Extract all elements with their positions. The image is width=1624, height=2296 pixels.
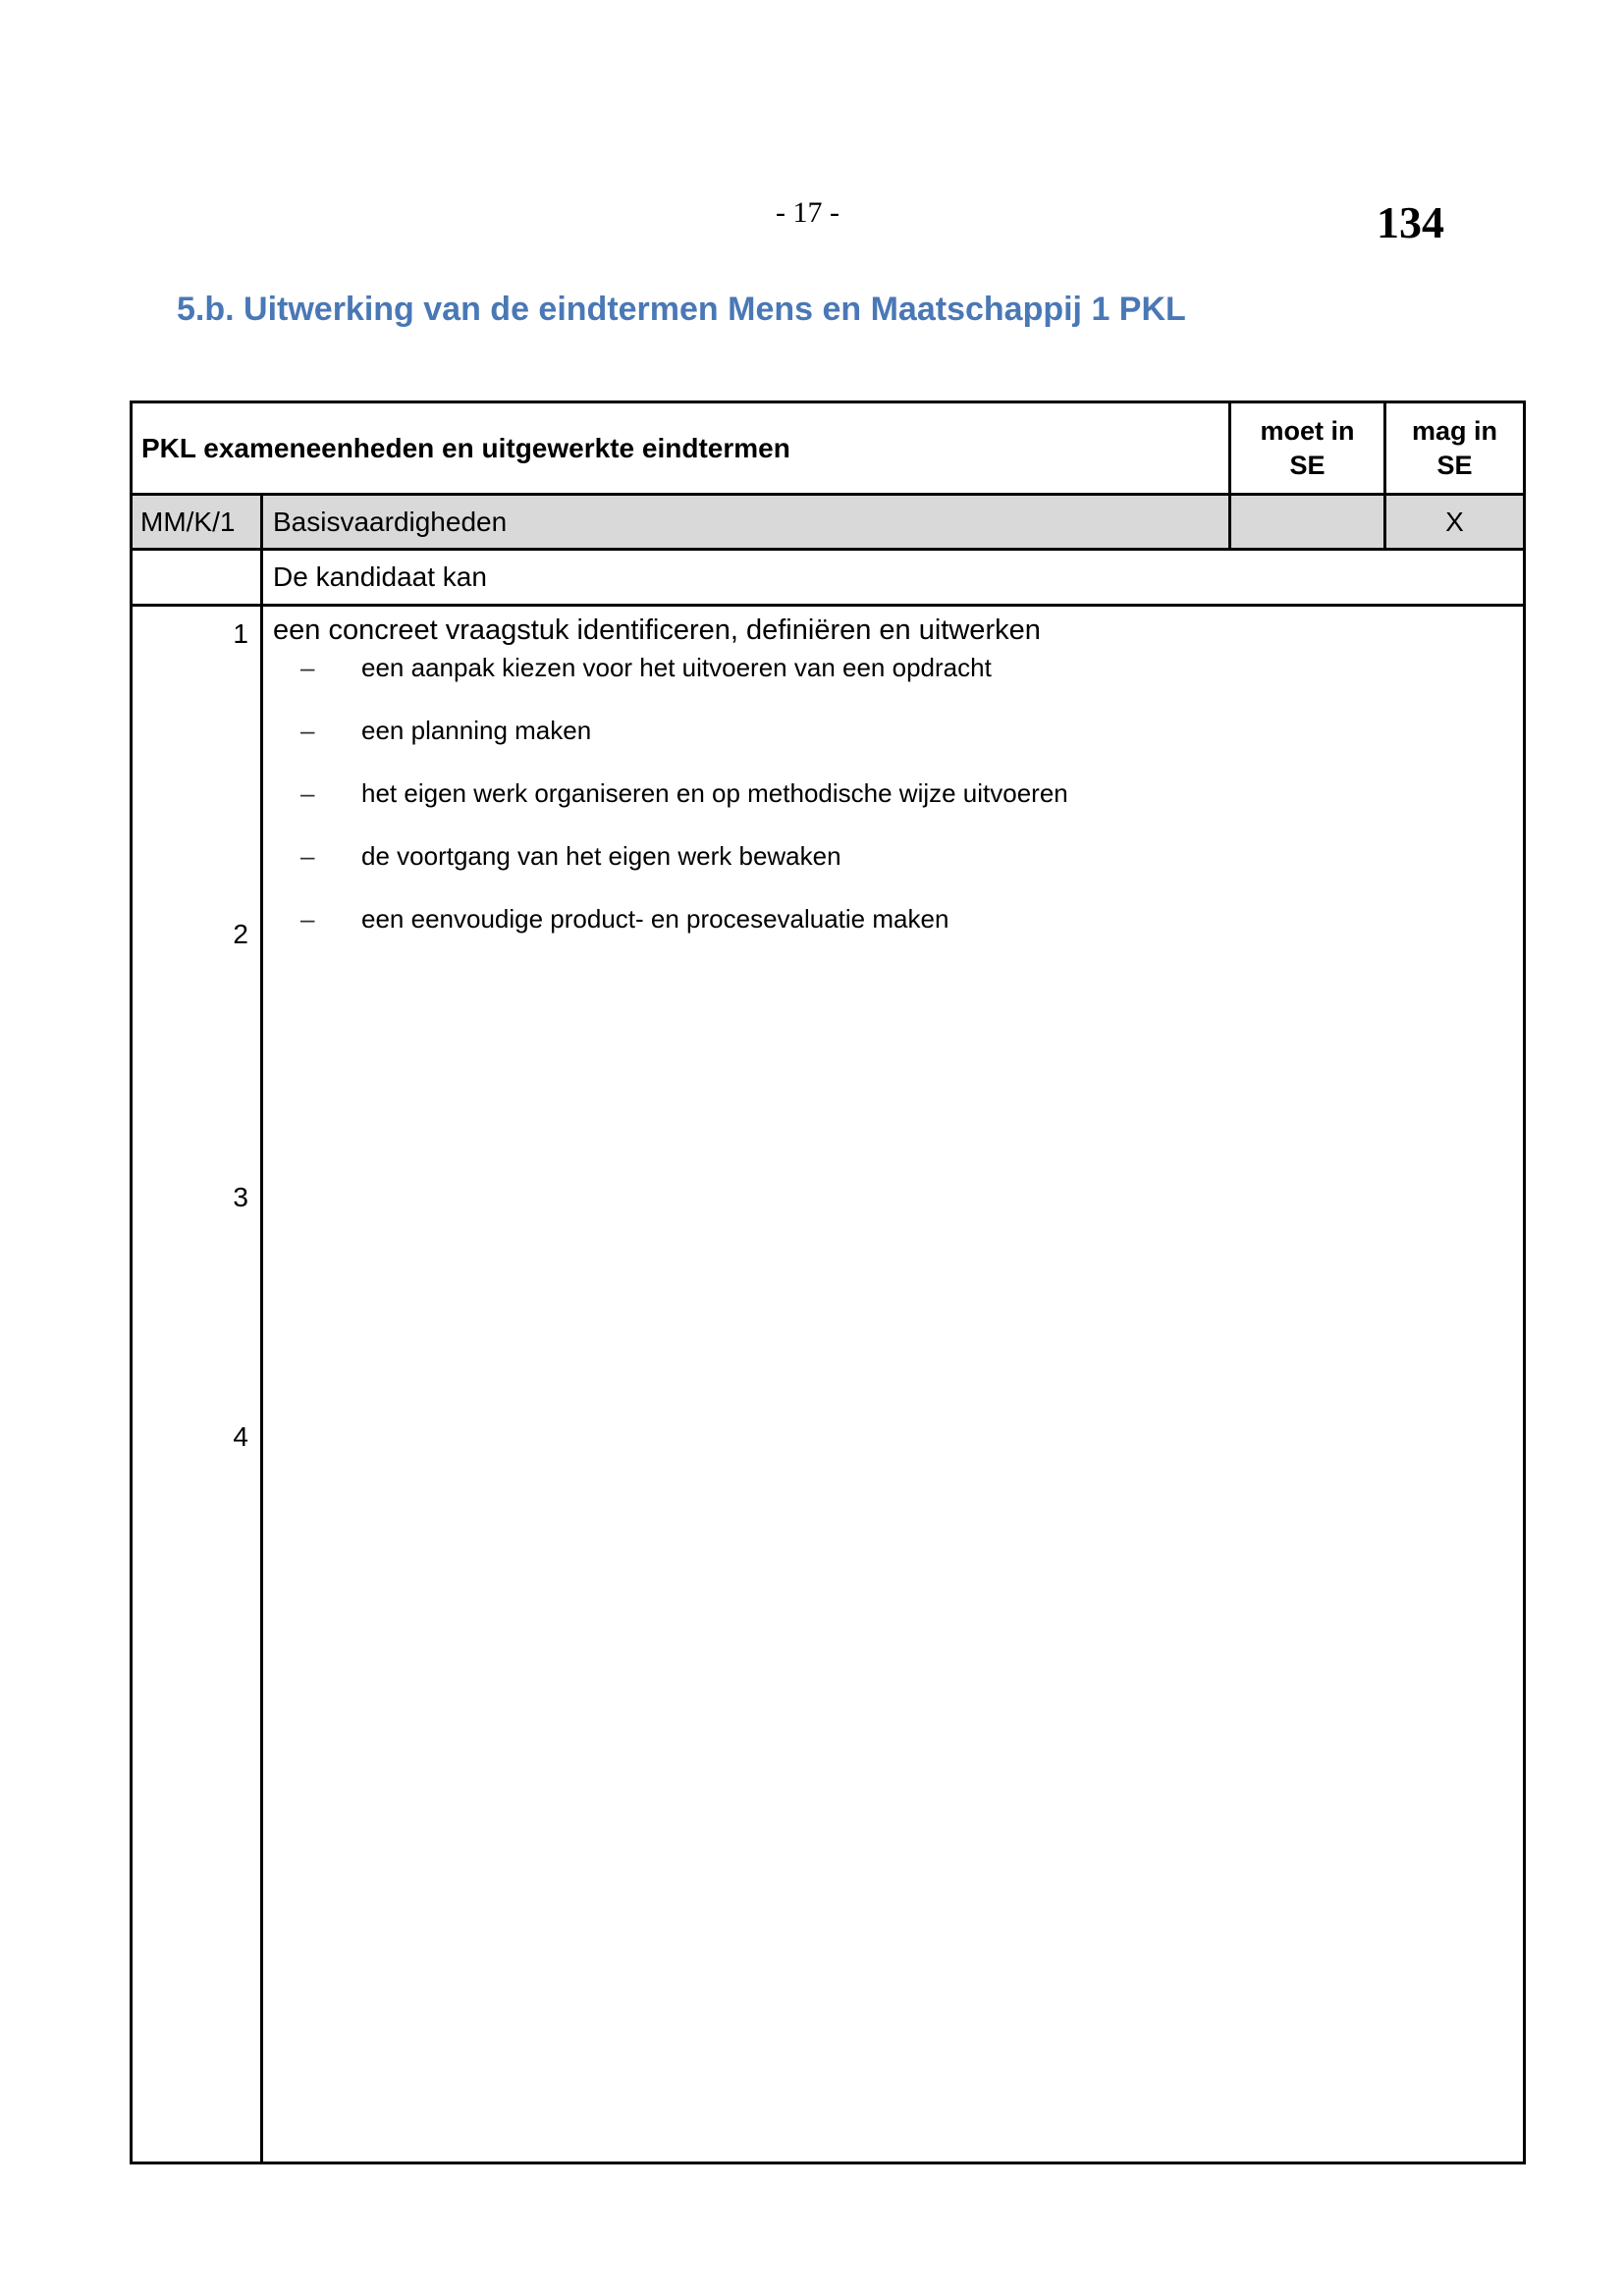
sub-item: – een planning maken [263, 713, 1503, 748]
sub-item: – een eenvoudige product- en procesevaluatie maken [263, 901, 1503, 936]
header-moet-line2: SE [1289, 450, 1326, 480]
header-mag-line1: mag in [1411, 415, 1497, 446]
intro-text: De kandidaat kan [273, 561, 487, 592]
unit-mag-in-se-mark: X [1383, 496, 1523, 548]
dash-bullet-icon: – [300, 778, 315, 808]
unit-code: MM/K/1 [133, 496, 263, 548]
unit-row [133, 496, 1523, 551]
item-number: 3 [233, 1182, 248, 1212]
item-numbers-column [133, 607, 263, 2162]
section-heading: 5.b. Uitwerking van de eindtermen Mens en Maatschappij 1 PKL [177, 291, 1186, 328]
item-number: 1 [233, 618, 248, 649]
sub-item: – het eigen werk organiseren en op methodische wijze uitvoeren [263, 775, 1503, 811]
dash-bullet-icon: – [300, 653, 315, 682]
header-title: PKL exameneenheden en uitgewerkte eindtermen [141, 432, 790, 463]
intro-code-cell [133, 551, 263, 604]
header-mag-line2: SE [1436, 450, 1473, 480]
item-number: 2 [233, 919, 248, 949]
item-number: 4 [233, 1421, 248, 1452]
header-mag-in-se [1383, 403, 1523, 493]
item-title: een concreet vraagstuk identificeren, definiëren en uitwerken [273, 614, 1041, 646]
header-moet-in-se [1228, 403, 1383, 493]
dash-bullet-icon: – [300, 716, 315, 745]
unit-title: Basisvaardigheden [273, 506, 508, 537]
sub-item: – de voortgang van het eigen werk bewaken [263, 838, 1503, 874]
sub-item: – een aanpak kiezen voor het uitvoeren van een opdracht [263, 650, 1503, 685]
intro-row [133, 551, 1523, 607]
dash-bullet-icon: – [300, 841, 315, 871]
page-number: - 17 - [776, 196, 839, 229]
items-content-column [263, 607, 1523, 2162]
document-number: 134 [1377, 197, 1444, 247]
unit-moet-in-se [1228, 496, 1383, 548]
table-header-row [133, 403, 1523, 496]
eindtermen-table [130, 400, 1526, 2164]
items-row [133, 607, 1523, 2162]
header-moet-line1: moet in [1260, 415, 1355, 446]
dash-bullet-icon: – [300, 904, 315, 934]
